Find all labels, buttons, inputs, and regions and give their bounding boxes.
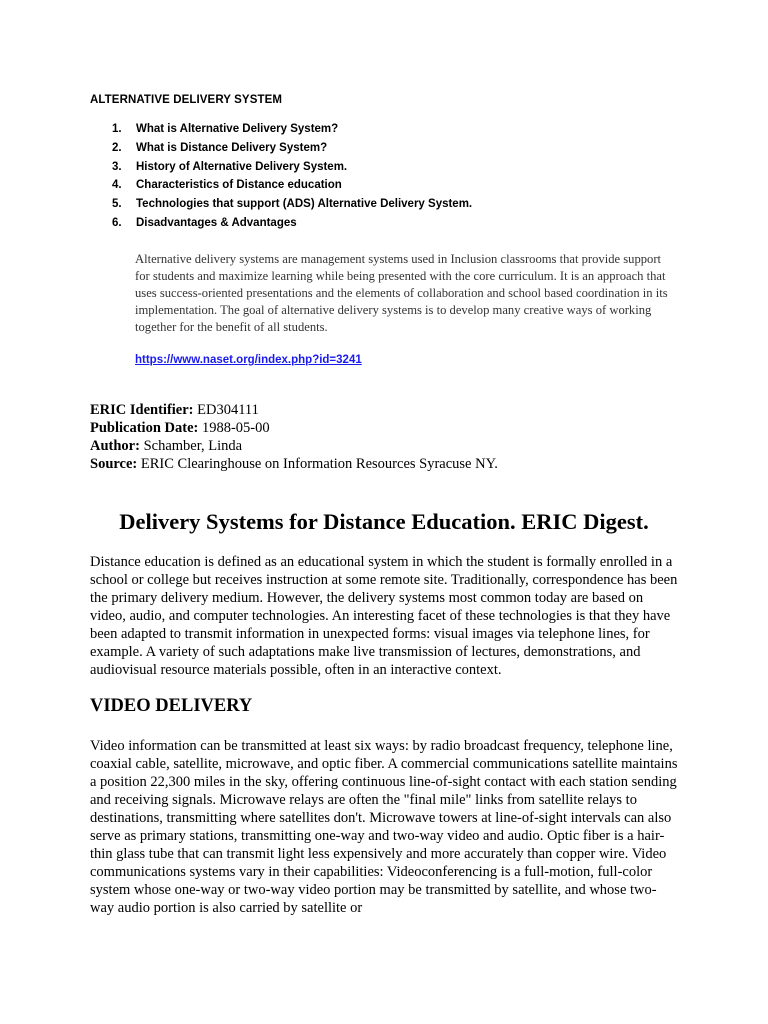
publication-date-row [90,419,498,437]
author-label: Author: [90,438,140,454]
intro-paragraph: Distance education is defined as an educational system in which the student is formally enrolled in a school or college but receives instruction at some remote site. Traditionally, correspondence has been the primary delivery medium. However, the delivery systems most common today are based on video, audio, and computer technologies. An interesting facet of these technologies is that they have been adapted to transmit information in unexpected forms: visual images via telephone lines, for example. A variety of such adaptations make live transmission of lectures, demonstrations, and audiovisual resource materials possible, often in an interactive context. [90,554,678,678]
video-delivery-paragraph: Video information can be transmitted at least six ways: by radio broadcast frequency, telephone line, coaxial cable, satellite, microwave, and optic fiber. A commercial communications satellite maintains a position 22,300 miles in the sky, offering continuous line-of-sight contact with each station sending and receiving signals. Microwave relays are often the "final mile" links from satellite relays to destinations, transmitting where satellites don't. Microwave towers at line-of-sight intervals can also serve as primary stations, transmitting one-way and two-way video and audio. Optic fiber is a hair-thin glass tube that can transmit light less expensively and more accurately than copper wire. Video communications systems vary in their capabilities: Videoconferencing is a full-motion, full-color system whose one-way or two-way video portion may be transmitted by satellite, and whose two-way audio portion is also carried by satellite or [90,738,678,916]
eric-identifier-row [90,401,498,419]
metadata-block [90,401,498,473]
toc-item [112,158,472,177]
toc-item [112,214,472,233]
toc-item-number: 5. [112,198,122,211]
toc-item-number: 6. [112,216,122,229]
document-title: ALTERNATIVE DELIVERY SYSTEM [90,94,283,106]
eric-identifier-value: ED304111 [197,402,259,418]
toc-item-number: 1. [112,123,122,135]
source-row [90,455,498,473]
source-value: ERIC Clearinghouse on Information Resources Syracuse NY. [140,456,498,472]
toc-item [112,139,472,158]
table-of-contents [112,120,472,233]
toc-item-number: 4. [112,179,122,192]
toc-item-text: What is Distance Delivery System? [136,141,328,154]
toc-item-text: Characteristics of Distance education [136,179,342,192]
toc-item [112,176,472,195]
toc-item [112,195,472,214]
video-delivery-heading: VIDEO DELIVERY [90,696,253,716]
author-row [90,437,498,455]
publication-date-value: 1988-05-00 [201,420,270,436]
publication-date-label: Publication Date: [90,420,199,436]
source-link[interactable]: https://www.naset.org/index.php?id=3241 [135,354,362,366]
toc-item-number: 3. [112,160,122,173]
toc-item-text: Disadvantages & Advantages [136,216,297,229]
toc-item [112,120,472,139]
toc-item-text: Technologies that support (ADS) Alternative Delivery System. [136,198,473,211]
toc-item-text: What is Alternative Delivery System? [136,123,339,135]
eric-identifier-label: ERIC Identifier: [90,402,194,418]
toc-item-number: 2. [112,141,122,154]
author-value: Schamber, Linda [143,438,243,454]
toc-item-text: History of Alternative Delivery System. [136,160,348,173]
article-heading: Delivery Systems for Distance Education. ERIC Digest. [119,509,649,534]
abstract-paragraph: Alternative delivery systems are management systems used in Inclusion classrooms that provide support for students and maximize learning while being presented with the core curriculum. It is an approach that uses success-oriented presentations and the elements of collaboration and school based coordination in its implementation. The goal of alternative delivery systems is to develop many creative ways of working together for the benefit of all students. [135,252,668,335]
source-label: Source: [90,456,138,472]
